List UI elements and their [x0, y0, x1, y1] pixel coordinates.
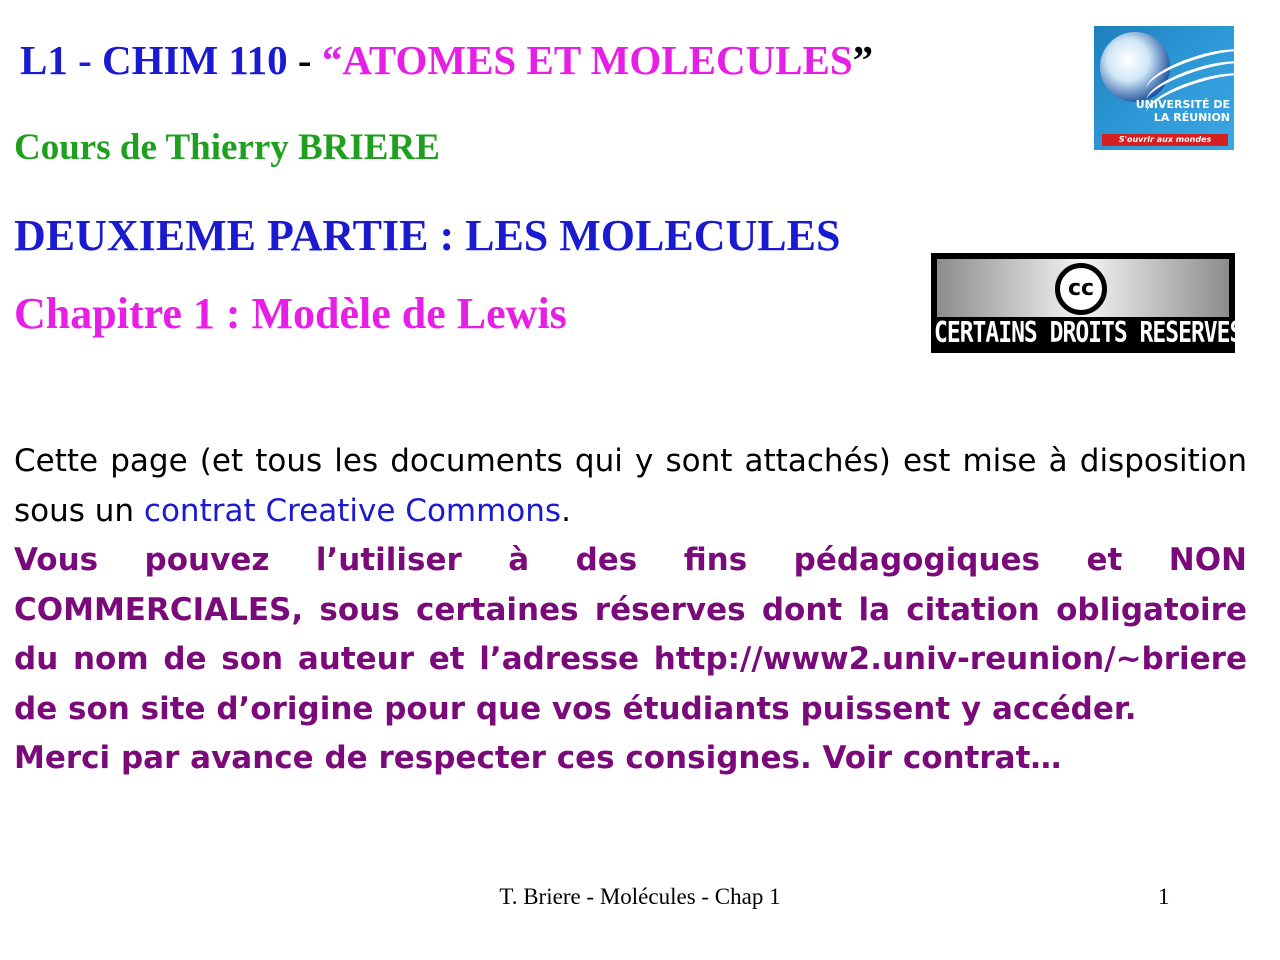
license-notice [14, 437, 1247, 784]
notice-intro-end: . [561, 492, 571, 529]
notice-intro [14, 437, 1247, 536]
notice-intro-text: Cette page (et tous les documents qui y sont attachés) est mise à disposition sous un [14, 443, 1247, 529]
cc-badge-top [937, 259, 1229, 317]
university-name: UNIVERSITÉ DE LA RÉUNION [1135, 98, 1230, 124]
creative-commons-link[interactable]: contrat Creative Commons [143, 492, 562, 529]
university-tagline: S'ouvrir aux mondes [1102, 134, 1228, 146]
course-title: “ATOMES ET MOLECULES [321, 37, 853, 83]
chapter-heading: Chapitre 1 : Modèle de Lewis [14, 289, 567, 338]
university-logo [1094, 26, 1234, 150]
creative-commons-badge[interactable] [931, 253, 1243, 353]
part-heading: DEUXIEME PARTIE : LES MOLECULES [14, 211, 841, 260]
cc-label: CERTAINS DROITS RESERVES [934, 316, 1243, 350]
cc-icon: cc [1055, 263, 1107, 315]
notice-thanks: Merci par avance de respecter ces consignes. Voir contrat… [14, 740, 1062, 776]
page-number: 1 [1158, 884, 1170, 909]
notice-usage: Vous pouvez l’utiliser à des fins pédagogiques et NON COMMERCIALES, sous certaines réserves dont la citation obligatoire du nom de son auteur et l’adresse http://www2.univ-reunion/~briere de son site d’origine pour que vos étudiants puissent y accéder. [14, 542, 1247, 727]
lecturer-line: Cours de Thierry BRIERE [14, 127, 440, 168]
title-close-quote: ” [852, 37, 874, 83]
course-code: L1 - CHIM 110 [20, 37, 288, 83]
slide-footer: T. Briere - Molécules - Chap 1 [499, 884, 781, 909]
slide-title [20, 36, 873, 84]
title-separator: - [287, 37, 322, 83]
